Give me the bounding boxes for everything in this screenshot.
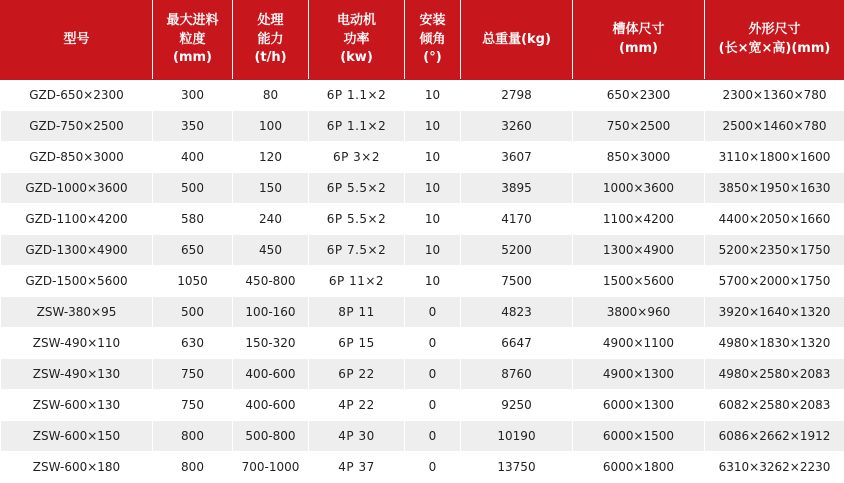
cell-trough-size: 1000×3600 <box>573 173 705 204</box>
column-header-overall-size-line-1: 外形尺寸 <box>707 21 842 40</box>
cell-install-angle: 0 <box>405 390 461 421</box>
table-row <box>1 80 844 111</box>
cell-install-angle: 0 <box>405 452 461 483</box>
cell-model: ZSW-600×130 <box>1 390 153 421</box>
cell-total-weight: 4823 <box>461 297 573 328</box>
cell-motor-power: 6P 11×2 <box>309 266 405 297</box>
column-header-max-feed-size-unit: (mm) <box>155 49 230 68</box>
cell-total-weight: 10190 <box>461 421 573 452</box>
cell-max-feed-size: 400 <box>153 142 233 173</box>
cell-install-angle: 10 <box>405 111 461 142</box>
column-header-max-feed-size-line-1: 最大进料 <box>155 12 230 31</box>
column-header-model-line-1: 型号 <box>3 31 150 50</box>
cell-trough-size: 750×2500 <box>573 111 705 142</box>
table-row <box>1 421 844 452</box>
cell-overall-size: 4400×2050×1660 <box>705 204 844 235</box>
cell-overall-size: 3850×1950×1630 <box>705 173 844 204</box>
column-header-install-angle-line-1: 安装 <box>407 12 458 31</box>
cell-total-weight: 3260 <box>461 111 573 142</box>
cell-max-feed-size: 750 <box>153 390 233 421</box>
table-row <box>1 266 844 297</box>
cell-capacity: 700-1000 <box>233 452 309 483</box>
cell-model: ZSW-600×180 <box>1 452 153 483</box>
cell-overall-size: 4980×1830×1320 <box>705 328 844 359</box>
cell-max-feed-size: 750 <box>153 359 233 390</box>
column-header-capacity-line-2: 能力 <box>235 31 306 50</box>
cell-total-weight: 7500 <box>461 266 573 297</box>
cell-install-angle: 0 <box>405 359 461 390</box>
column-header-motor-power <box>309 1 405 80</box>
cell-max-feed-size: 630 <box>153 328 233 359</box>
cell-overall-size: 3920×1640×1320 <box>705 297 844 328</box>
cell-install-angle: 0 <box>405 421 461 452</box>
cell-motor-power: 6P 7.5×2 <box>309 235 405 266</box>
column-header-trough-size <box>573 1 705 80</box>
cell-trough-size: 3800×960 <box>573 297 705 328</box>
cell-overall-size: 5200×2350×1750 <box>705 235 844 266</box>
column-header-motor-power-line-2: 功率 <box>311 31 402 50</box>
cell-overall-size: 6310×3262×2230 <box>705 452 844 483</box>
table-row <box>1 204 844 235</box>
cell-trough-size: 1100×4200 <box>573 204 705 235</box>
cell-max-feed-size: 800 <box>153 452 233 483</box>
cell-install-angle: 0 <box>405 328 461 359</box>
cell-model: GZD-1500×5600 <box>1 266 153 297</box>
cell-trough-size: 4900×1100 <box>573 328 705 359</box>
column-header-install-angle-line-2: 倾角 <box>407 31 458 50</box>
cell-model: ZSW-490×130 <box>1 359 153 390</box>
cell-install-angle: 10 <box>405 80 461 111</box>
table-header-row <box>1 1 844 80</box>
cell-overall-size: 6082×2580×2083 <box>705 390 844 421</box>
cell-max-feed-size: 650 <box>153 235 233 266</box>
cell-capacity: 500-800 <box>233 421 309 452</box>
cell-max-feed-size: 500 <box>153 173 233 204</box>
table-row <box>1 452 844 483</box>
cell-model: GZD-1000×3600 <box>1 173 153 204</box>
table-header <box>1 1 844 80</box>
column-header-motor-power-unit: (kw) <box>311 49 402 68</box>
column-header-install-angle-unit: (°) <box>407 49 458 68</box>
cell-capacity: 100 <box>233 111 309 142</box>
cell-motor-power: 6P 15 <box>309 328 405 359</box>
cell-motor-power: 4P 22 <box>309 390 405 421</box>
cell-trough-size: 4900×1300 <box>573 359 705 390</box>
table-row <box>1 173 844 204</box>
cell-overall-size: 4980×2580×2083 <box>705 359 844 390</box>
cell-overall-size: 6086×2662×1912 <box>705 421 844 452</box>
cell-install-angle: 10 <box>405 235 461 266</box>
cell-motor-power: 6P 1.1×2 <box>309 111 405 142</box>
cell-motor-power: 4P 30 <box>309 421 405 452</box>
cell-total-weight: 8760 <box>461 359 573 390</box>
cell-overall-size: 2500×1460×780 <box>705 111 844 142</box>
column-header-capacity-line-1: 处理 <box>235 12 306 31</box>
cell-model: GZD-750×2500 <box>1 111 153 142</box>
cell-capacity: 240 <box>233 204 309 235</box>
table-row <box>1 390 844 421</box>
cell-model: GZD-1100×4200 <box>1 204 153 235</box>
column-header-overall-size <box>705 1 844 80</box>
cell-total-weight: 6647 <box>461 328 573 359</box>
table-body <box>1 80 844 483</box>
cell-motor-power: 8P 11 <box>309 297 405 328</box>
cell-model: GZD-850×3000 <box>1 142 153 173</box>
cell-max-feed-size: 580 <box>153 204 233 235</box>
column-header-max-feed-size-line-2: 粒度 <box>155 31 230 50</box>
cell-model: ZSW-490×110 <box>1 328 153 359</box>
cell-trough-size: 650×2300 <box>573 80 705 111</box>
cell-model: GZD-650×2300 <box>1 80 153 111</box>
cell-motor-power: 6P 22 <box>309 359 405 390</box>
column-header-install-angle <box>405 1 461 80</box>
cell-motor-power: 6P 5.5×2 <box>309 173 405 204</box>
cell-capacity: 450 <box>233 235 309 266</box>
cell-trough-size: 850×3000 <box>573 142 705 173</box>
cell-overall-size: 5700×2000×1750 <box>705 266 844 297</box>
column-header-trough-size-line-1: 槽体尺寸 <box>575 21 702 40</box>
column-header-trough-size-unit: (mm) <box>575 40 702 59</box>
cell-max-feed-size: 350 <box>153 111 233 142</box>
cell-model: GZD-1300×4900 <box>1 235 153 266</box>
cell-install-angle: 10 <box>405 266 461 297</box>
cell-capacity: 150-320 <box>233 328 309 359</box>
cell-motor-power: 6P 1.1×2 <box>309 80 405 111</box>
table-row <box>1 359 844 390</box>
cell-max-feed-size: 1050 <box>153 266 233 297</box>
column-header-model <box>1 1 153 80</box>
cell-trough-size: 6000×1300 <box>573 390 705 421</box>
cell-total-weight: 2798 <box>461 80 573 111</box>
column-header-motor-power-line-1: 电动机 <box>311 12 402 31</box>
cell-capacity: 450-800 <box>233 266 309 297</box>
cell-max-feed-size: 500 <box>153 297 233 328</box>
table-row <box>1 142 844 173</box>
cell-capacity: 150 <box>233 173 309 204</box>
cell-max-feed-size: 300 <box>153 80 233 111</box>
cell-trough-size: 6000×1800 <box>573 452 705 483</box>
cell-install-angle: 10 <box>405 142 461 173</box>
table-row <box>1 111 844 142</box>
cell-motor-power: 4P 37 <box>309 452 405 483</box>
cell-total-weight: 9250 <box>461 390 573 421</box>
table-row <box>1 328 844 359</box>
cell-capacity: 400-600 <box>233 390 309 421</box>
cell-install-angle: 0 <box>405 297 461 328</box>
cell-model: ZSW-380×95 <box>1 297 153 328</box>
cell-total-weight: 3895 <box>461 173 573 204</box>
cell-capacity: 100-160 <box>233 297 309 328</box>
cell-trough-size: 1500×5600 <box>573 266 705 297</box>
cell-overall-size: 3110×1800×1600 <box>705 142 844 173</box>
cell-motor-power: 6P 3×2 <box>309 142 405 173</box>
column-header-capacity <box>233 1 309 80</box>
cell-total-weight: 5200 <box>461 235 573 266</box>
cell-trough-size: 6000×1500 <box>573 421 705 452</box>
cell-max-feed-size: 800 <box>153 421 233 452</box>
cell-trough-size: 1300×4900 <box>573 235 705 266</box>
cell-install-angle: 10 <box>405 173 461 204</box>
cell-capacity: 80 <box>233 80 309 111</box>
cell-model: ZSW-600×150 <box>1 421 153 452</box>
column-header-total-weight-line-1: 总重量(kg) <box>463 31 570 50</box>
column-header-max-feed-size <box>153 1 233 80</box>
cell-capacity: 120 <box>233 142 309 173</box>
column-header-overall-size-line-2: (长×宽×高)(mm) <box>707 40 842 59</box>
cell-total-weight: 13750 <box>461 452 573 483</box>
cell-install-angle: 10 <box>405 204 461 235</box>
cell-total-weight: 4170 <box>461 204 573 235</box>
table-row <box>1 297 844 328</box>
cell-capacity: 400-600 <box>233 359 309 390</box>
cell-total-weight: 3607 <box>461 142 573 173</box>
cell-overall-size: 2300×1360×780 <box>705 80 844 111</box>
cell-motor-power: 6P 5.5×2 <box>309 204 405 235</box>
column-header-capacity-unit: (t/h) <box>235 49 306 68</box>
table-row <box>1 235 844 266</box>
column-header-total-weight <box>461 1 573 80</box>
